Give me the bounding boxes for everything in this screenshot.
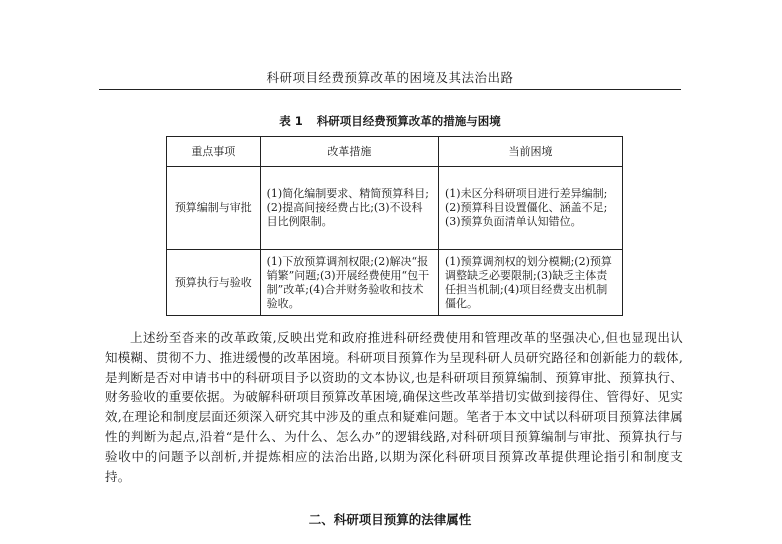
topic-cell: 预算编制与审批 <box>167 167 261 250</box>
table-caption-number: 表 1 <box>279 114 303 128</box>
table-row <box>167 250 623 316</box>
table-row <box>167 167 623 250</box>
table-header-row <box>167 137 623 167</box>
running-header: 科研项目经费预算改革的困境及其法治出路 <box>266 70 514 85</box>
body-paragraph: 上述纷至沓来的改革政策,反映出党和政府推进科研经费使用和管理改革的坚强决心,但也显现出认知模糊、贯彻不力、推进缓慢的改革困境。科研项目预算作为呈现科研人员研究路径和创新能力的载体,是判断是否对申请书中的科研项目予以资助的文本协议,也是科研项目预算编制、预算审批、预算执行、财务验收的重要依据。为破解科研项目预算改革困境,确保这些改革举措切实做到接得住、管得好、见实效,在理论和制度层面还须深入研究其中涉及的重点和疑难问题。笔者于本文中试以科研项目预算法律属性的判断为起点,沿着“是什么、为什么、怎么办”的逻辑线路,对科研项目预算编制与审批、预算执行与验收中的问题予以剖析,并提炼相应的法治出路,以期为深化科研项目预算改革提供理论指引和制度支持。 <box>105 330 683 484</box>
table-caption <box>99 113 681 129</box>
column-header-measures: 改革措施 <box>260 137 438 167</box>
column-header-difficulties: 当前困境 <box>439 137 623 167</box>
measures-cell: (1)简化编制要求、精简预算科目;(2)提高间接经费占比;(3)不设科目比例限制。 <box>260 167 438 250</box>
reform-measures-table <box>166 136 623 316</box>
table-caption-title: 科研项目经费预算改革的措施与困境 <box>316 114 501 128</box>
difficulties-cell: (1)预算调剂权的划分模糊;(2)预算调整缺乏必要限制;(3)缺乏主体责任担当机制;(4)项目经费支出机制僵化。 <box>439 250 623 316</box>
header-rule <box>99 89 681 90</box>
section-heading: 二、科研项目预算的法律属性 <box>308 512 472 527</box>
difficulties-cell: (1)未区分科研项目进行差异编制;(2)预算科目设置僵化、涵盖不足;(3)预算负面清单认知错位。 <box>439 167 623 250</box>
column-header-topic: 重点事项 <box>167 137 261 167</box>
topic-cell: 预算执行与验收 <box>167 250 261 316</box>
measures-cell: (1)下放预算调剂权限;(2)解决“报销繁”问题;(3)开展经费使用“包干制”改革;(4)合并财务验收和技术验收。 <box>260 250 438 316</box>
